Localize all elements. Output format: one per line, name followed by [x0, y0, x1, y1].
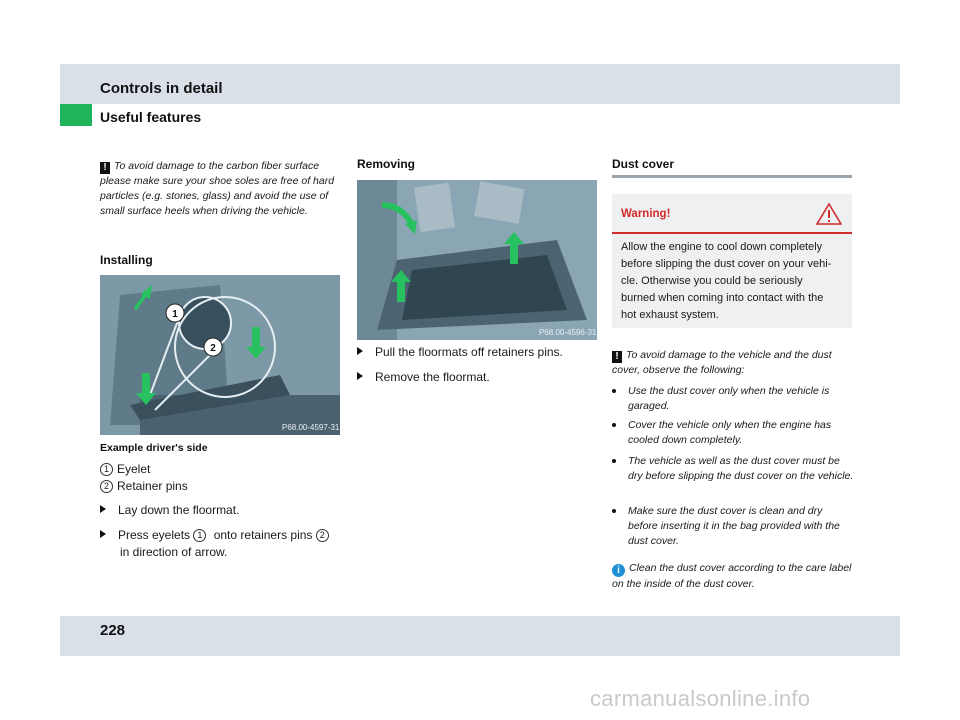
- heading-rule: [612, 175, 852, 178]
- figure-code: P68.00-4596-31: [539, 328, 597, 337]
- step-arrow-icon: [357, 372, 363, 380]
- removing-illustration: [357, 180, 597, 340]
- step-text-continued: in direction of arrow.: [120, 545, 228, 559]
- watermark: carmanualsonline.info: [590, 686, 811, 711]
- page-number: 228: [100, 622, 126, 639]
- chapter-title: Controls in detail: [100, 80, 223, 97]
- warning-divider: [612, 232, 852, 234]
- list-item: [612, 454, 854, 484]
- removing-figure: [357, 180, 597, 340]
- warning-box: [612, 194, 852, 328]
- attention-icon: !: [100, 162, 110, 174]
- section-subtitle: Useful features: [100, 109, 202, 125]
- figure-caption: Example driver's side: [100, 442, 208, 454]
- step-item: [100, 502, 239, 519]
- step-item: [357, 344, 563, 361]
- list-item: [612, 418, 854, 448]
- step-text: Pull the floormats off retainers pins.: [375, 345, 563, 359]
- installing-illustration: [100, 275, 340, 435]
- dust-cover-heading: Dust cover: [612, 157, 675, 171]
- list-item-text: Use the dust cover only when the vehicle is garaged.: [628, 385, 830, 412]
- callout-number-icon: 2: [100, 480, 113, 493]
- section-tab-marker: [60, 104, 92, 126]
- step-arrow-icon: [357, 347, 363, 355]
- dust-cover-note-text: To avoid damage to the vehicle and the dust cover, observe the following:: [612, 349, 832, 376]
- step-text: onto retainers pins: [210, 528, 316, 542]
- carbon-fiber-note: [100, 159, 345, 219]
- footer-band: [60, 616, 900, 656]
- warning-line: before slipping the dust cover on your vehi-: [621, 258, 832, 270]
- step-arrow-icon: [100, 505, 106, 513]
- legend-item: [100, 478, 188, 495]
- list-item-text: Cover the vehicle only when the engine has cooled down completely.: [628, 419, 832, 446]
- svg-text:1: 1: [172, 309, 178, 320]
- step-item: [357, 369, 490, 386]
- legend-item: [100, 461, 150, 478]
- step-text: Lay down the floormat.: [118, 503, 240, 517]
- bullet-icon: [612, 459, 616, 463]
- carbon-fiber-note-text: To avoid damage to the carbon fiber surface please make sure your shoe soles are free of hard particles (e.g. stones, glass) and avoid the use of small surface heels when driving the vehicle.: [100, 160, 335, 217]
- list-item-text: Make sure the dust cover is clean and dry before inserting it in the bag provided with the dust cover.: [628, 505, 840, 547]
- warning-line: burned when coming into contact with the: [621, 292, 824, 304]
- svg-text:2: 2: [210, 343, 216, 354]
- bullet-icon: [612, 389, 616, 393]
- bullet-icon: [612, 423, 616, 427]
- legend-label: Retainer pins: [117, 479, 188, 493]
- figure-code: P68.00-4597-31: [282, 423, 340, 432]
- removing-heading: Removing: [357, 157, 416, 171]
- step-arrow-icon: [100, 530, 106, 538]
- warning-line: cle. Otherwise you could be seriously: [621, 275, 803, 287]
- step-text: Press eyelets: [118, 528, 194, 542]
- step-text: Remove the floormat.: [375, 370, 490, 384]
- callout-number-icon: 2: [316, 529, 329, 542]
- info-icon: i: [612, 564, 625, 577]
- callout-number-icon: 1: [100, 463, 113, 476]
- legend-label: Eyelet: [117, 462, 151, 476]
- installing-figure: [100, 275, 340, 435]
- step-item: [100, 527, 350, 544]
- warning-line: hot exhaust system.: [621, 309, 719, 321]
- callout-number-icon: 1: [193, 529, 206, 542]
- warning-line: Allow the engine to cool down completely: [621, 241, 823, 253]
- warning-body: [621, 239, 847, 324]
- warning-triangle-icon: [816, 202, 842, 226]
- attention-icon: !: [612, 351, 622, 363]
- list-item: [612, 504, 854, 549]
- installing-heading: Installing: [100, 253, 153, 267]
- dust-cover-note: [612, 348, 854, 378]
- warning-title: Warning!: [621, 208, 671, 220]
- info-note-text: Clean the dust cover according to the care label on the inside of the dust cover.: [612, 562, 852, 590]
- list-item: [612, 384, 854, 414]
- list-item-text: The vehicle as well as the dust cover must be dry before slipping the dust cover on the vehicle.: [628, 455, 854, 482]
- info-note: [612, 561, 854, 592]
- bullet-icon: [612, 509, 616, 513]
